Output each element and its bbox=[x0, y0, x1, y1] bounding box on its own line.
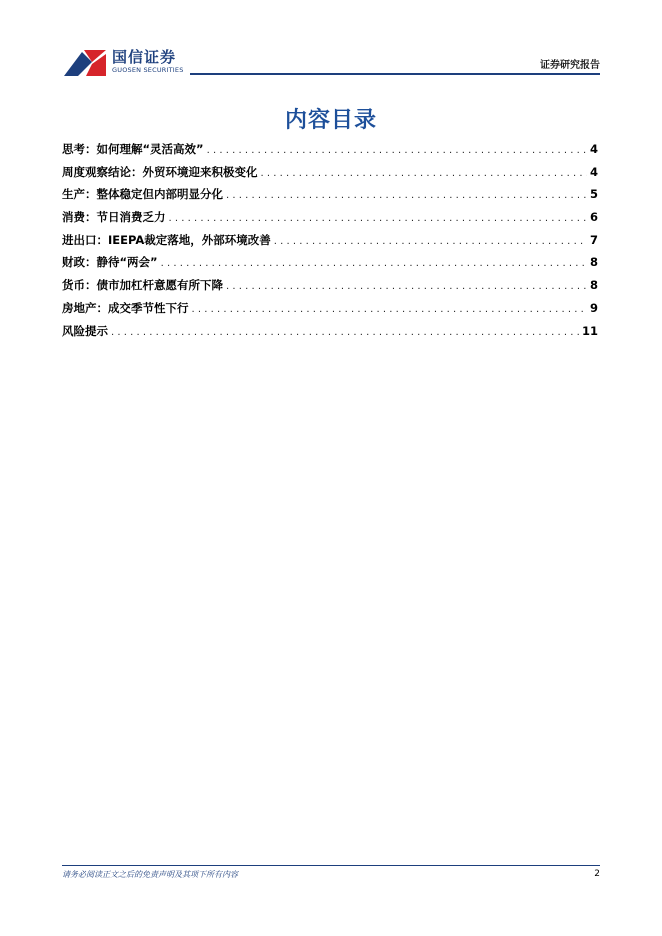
toc-dot-leader bbox=[192, 304, 587, 315]
toc-entry-page: 11 bbox=[581, 323, 598, 338]
toc-entry-label: 货币：债市加杠杆意愿有所下降 bbox=[62, 278, 223, 293]
toc-dot-leader bbox=[111, 327, 579, 338]
logo-english-name: GUOSEN SECURITIES bbox=[112, 66, 184, 74]
toc-entry[interactable] bbox=[62, 141, 598, 164]
page-number: 2 bbox=[594, 869, 600, 879]
toc-entry-label: 进出口：IEEPA裁定落地，外部环境改善 bbox=[62, 232, 271, 247]
toc-title: 内容目录 bbox=[284, 108, 377, 133]
toc-dot-leader bbox=[161, 258, 587, 269]
toc-dot-leader bbox=[169, 213, 587, 224]
toc-entry-label: 风险提示 bbox=[62, 323, 108, 338]
toc-dot-leader bbox=[207, 145, 587, 156]
toc-dot-leader bbox=[226, 190, 587, 201]
toc-entry-page: 9 bbox=[589, 300, 598, 315]
toc-dot-leader bbox=[226, 281, 587, 292]
toc-entry-page: 8 bbox=[589, 255, 598, 270]
toc-entry-label: 周度观察结论：外贸环境迎来积极变化 bbox=[62, 164, 258, 179]
toc-entry[interactable] bbox=[62, 232, 598, 255]
guosen-logo-icon bbox=[62, 48, 108, 78]
toc-dot-leader bbox=[261, 168, 587, 179]
toc-entry-label: 财政：静待“两会” bbox=[62, 255, 158, 270]
toc-entry[interactable] bbox=[62, 323, 598, 346]
toc-entry[interactable] bbox=[62, 186, 598, 209]
toc-entry[interactable] bbox=[62, 254, 598, 277]
toc-entry-label: 房地产：成交季节性下行 bbox=[62, 300, 189, 315]
toc-entry-page: 4 bbox=[589, 142, 598, 156]
toc-entry[interactable] bbox=[62, 300, 598, 323]
toc-entry[interactable] bbox=[62, 277, 598, 300]
toc-entry[interactable] bbox=[62, 209, 598, 232]
toc-entry[interactable] bbox=[62, 164, 598, 187]
company-logo bbox=[62, 44, 197, 78]
report-type-label: 证券研究报告 bbox=[540, 60, 600, 71]
footer-divider bbox=[62, 865, 600, 866]
toc-entry-page: 5 bbox=[589, 187, 598, 202]
toc-entry-label: 生产：整体稳定但内部明显分化 bbox=[62, 187, 223, 202]
toc-entry-page: 4 bbox=[589, 164, 598, 179]
toc-entry-label: 消费：节日消费乏力 bbox=[62, 210, 166, 225]
table-of-contents bbox=[62, 141, 598, 345]
toc-entry-page: 8 bbox=[589, 278, 598, 293]
header-divider bbox=[190, 73, 600, 75]
footer-disclaimer: 请务必阅读正文之后的免责声明及其项下所有内容 bbox=[62, 870, 238, 879]
toc-entry-page: 6 bbox=[589, 210, 598, 225]
toc-entry-page: 7 bbox=[589, 232, 598, 247]
logo-chinese-name: 国信证券 bbox=[112, 48, 177, 66]
toc-dot-leader bbox=[274, 236, 587, 247]
toc-entry-label: 思考：如何理解“灵活高效” bbox=[62, 142, 204, 156]
